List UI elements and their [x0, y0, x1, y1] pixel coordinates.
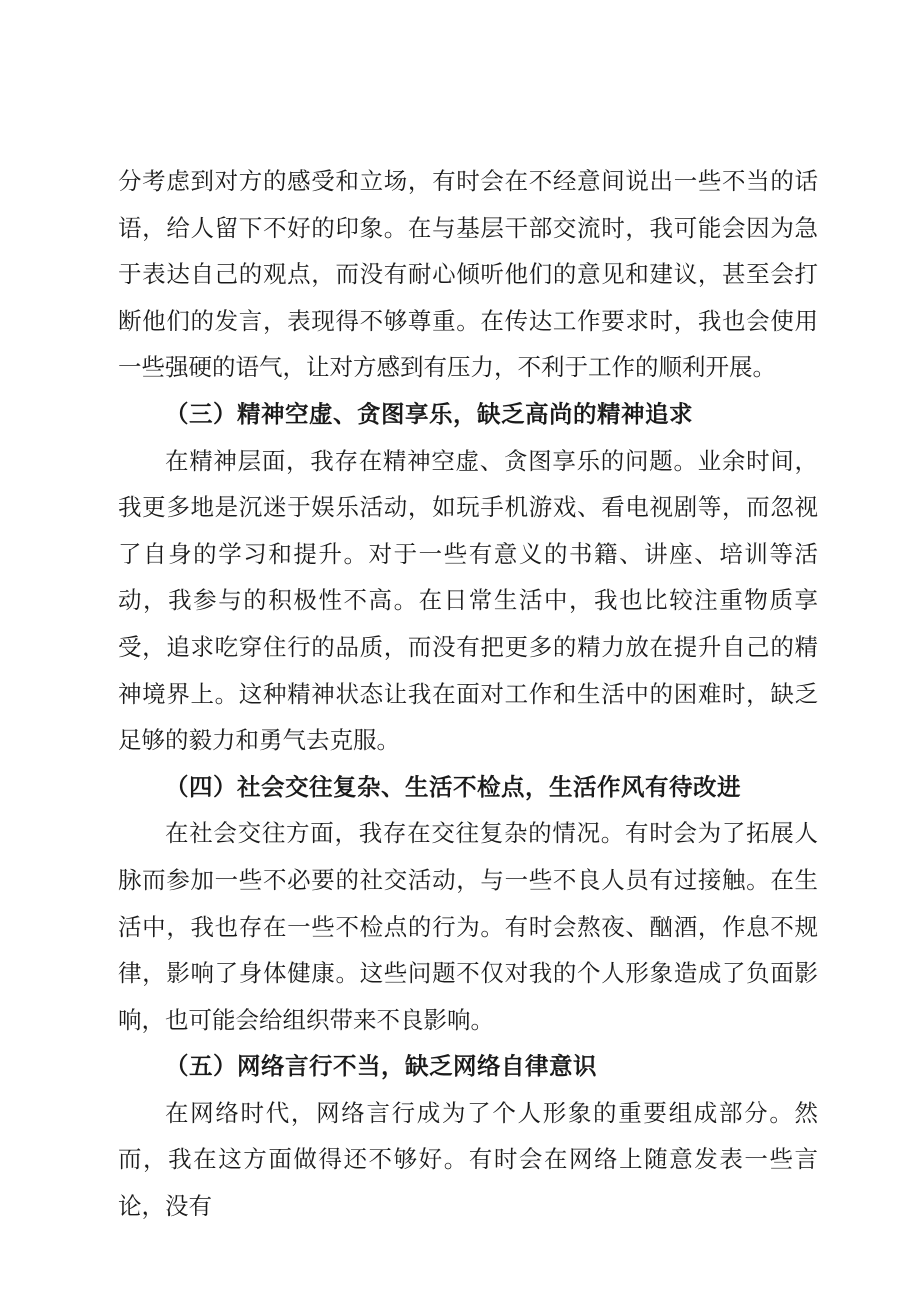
section-heading-3: （三）精神空虚、贪图享乐，缺乏高尚的精神追求	[165, 399, 693, 428]
paragraph-section-3: 在精神层面，我存在精神空虚、贪图享乐的问题。业余时间，我更多地是沉迷于娱乐活动，如玩手机游戏、看电视剧等，而忽视了自身的学习和提升。对于一些有意义的书籍、讲座、培训等活动，我参与的积极性不高。在日常生活中，我也比较注重物质享受，追求吃穿住行的品质，而没有把更多的精力放在提升自己的精神境界上。这种精神状态让我在面对工作和生活中的困难时，缺乏足够的毅力和勇气去克服。	[118, 446, 818, 755]
section-heading-4: （四）社会交往复杂、生活不检点，生活作风有待改进	[165, 772, 741, 801]
paragraph-section-4: 在社会交往方面，我存在交往复杂的情况。有时会为了拓展人脉而参加一些不必要的社交活动，与一些不良人员有过接触。在生活中，我也存在一些不检点的行为。有时会熬夜、酗酒，作息不规律，影响了身体健康。这些问题不仅对我的个人形象造成了负面影响，也可能会给组织带来不良影响。	[118, 819, 818, 1034]
paragraph-section-5: 在网络时代，网络言行成为了个人形象的重要组成部分。然而，我在这方面做得还不够好。有时会在网络上随意发表一些言论，没有	[118, 1098, 818, 1221]
section-heading-5: （五）网络言行不当，缺乏网络自律意识	[165, 1052, 597, 1081]
paragraph-continued: 分考虑到对方的感受和立场，有时会在不经意间说出一些不当的话语，给人留下不好的印象。在与基层干部交流时，我可能会因为急于表达自己的观点，而没有耐心倾听他们的意见和建议，甚至会打断他们的发言，表现得不够尊重。在传达工作要求时，我也会使用一些强硬的语气，让对方感到有压力，不利于工作的顺利开展。	[118, 167, 818, 382]
document-body	[118, 158, 818, 1230]
